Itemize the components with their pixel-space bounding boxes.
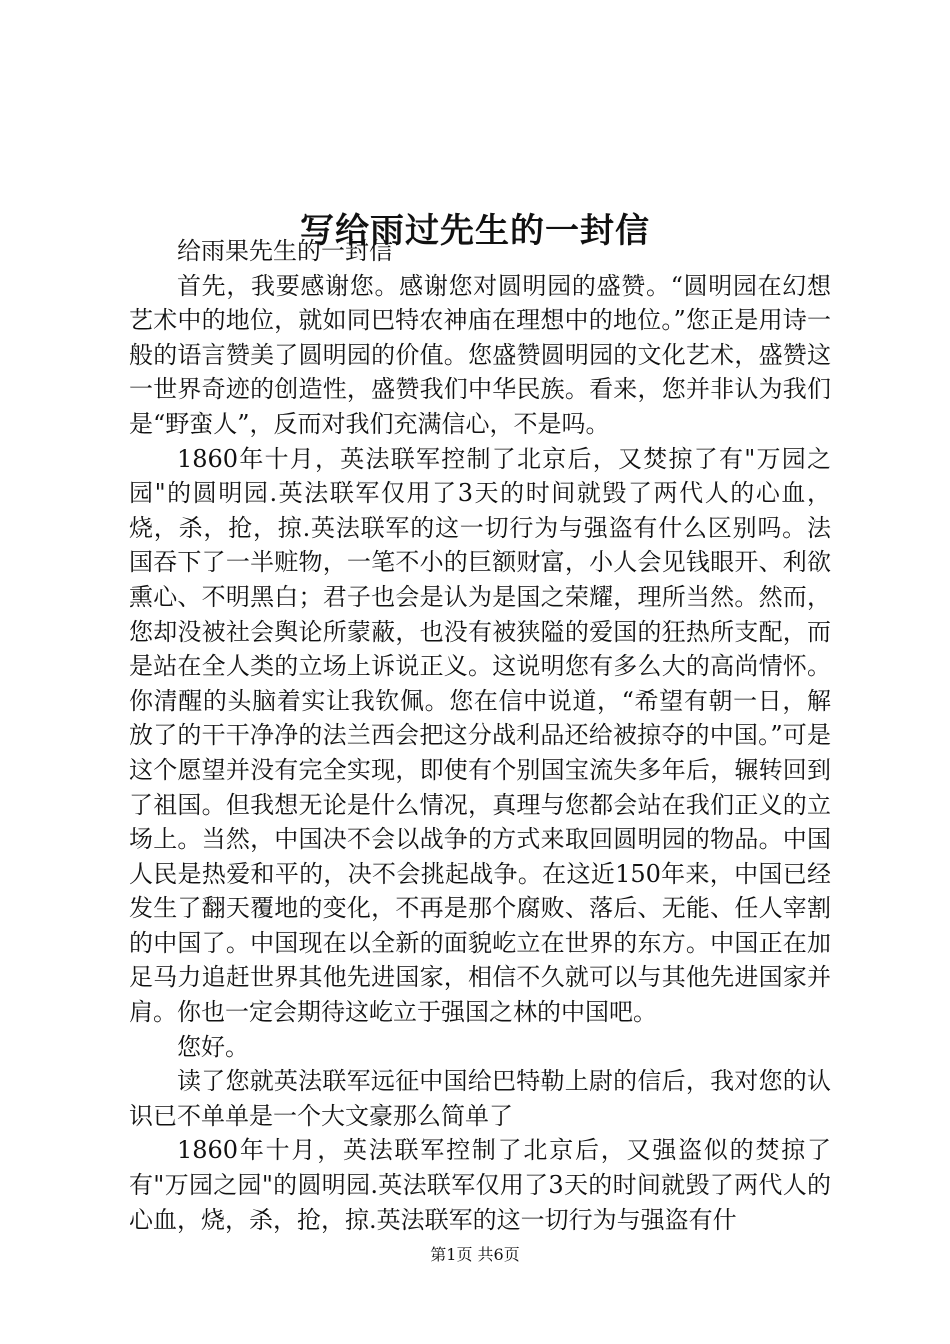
page-footer: 第1页 共6页: [430, 1245, 520, 1264]
paragraph: 1860年十月，英法联军控制了北京后，又焚掠了有"万园之园"的圆明园.英法联军仅用了3天的时间就毁了两代人的心血，烧，杀，抢，掠.英法联军的这一切行为与强盗有什么区别吗。法国吞下了一半赃物，一笔不小的巨额财富，小人会见钱眼开、利欲熏心、不明黑白；君子也会是认为是国之荣耀，理所当然。然而，您却没被社会舆论所蒙蔽，也没有被狭隘的爱国的狂热所支配，而是站在全人类的立场上诉说正义。这说明您有多么大的高尚情怀。你清醒的头脑着实让我钦佩。您在信中说道，“希望有朝一日，解放了的干干净净的法兰西会把这分战利品还给被掠夺的中国。”可是这个愿望并没有完全实现，即使有个别国宝流失多年后，辗转回到了祖国。但我想无论是什么情况，真理与您都会站在我们正义的立场上。当然，中国决不会以战争的方式来取回圆明园的物品。中国人民是热爱和平的，决不会挑起战争。在这近150年来，中国已经发生了翻天覆地的变化，不再是那个腐败、落后、无能、任人宰割的中国了。中国现在以全新的面貌屹立在世界的东方。中国正在加足马力追赶世界其他先进国家，相信不久就可以与其他先进国家并肩。你也一定会期待这屹立于强国之林的中国吧。: [129, 444, 831, 1027]
paragraph: 1860年十月，英法联军控制了北京后，又强盗似的焚掠了有"万园之园"的圆明园.英法联军仅用了3天的时间就毁了两代人的心血，烧，杀，抢，掠.英法联军的这一切行为与强盗有什: [129, 1136, 831, 1234]
document-body: [129, 234, 831, 1237]
paragraph: 您好。: [177, 1032, 249, 1061]
document-title: 写给雨过先生的一封信: [300, 210, 650, 251]
paragraph: 首先，我要感谢您。感谢您对圆明园的盛赞。“圆明园在幻想艺术中的地位，就如同巴特农神庙在理想中的地位。”您正是用诗一般的语言赞美了圆明园的价值。您盛赞圆明园的文化艺术，盛赞这一世界奇迹的创造性，盛赞我们中华民族。看来，您并非认为我们是“野蛮人”，反而对我们充满信心，不是吗。: [129, 271, 831, 438]
paragraph: 读了您就英法联军远征中国给巴特勒上尉的信后，我对您的认识已不单单是一个大文豪那么简单了: [129, 1067, 831, 1130]
paragraph-subtitle: 给雨果先生的一封信: [177, 237, 393, 265]
